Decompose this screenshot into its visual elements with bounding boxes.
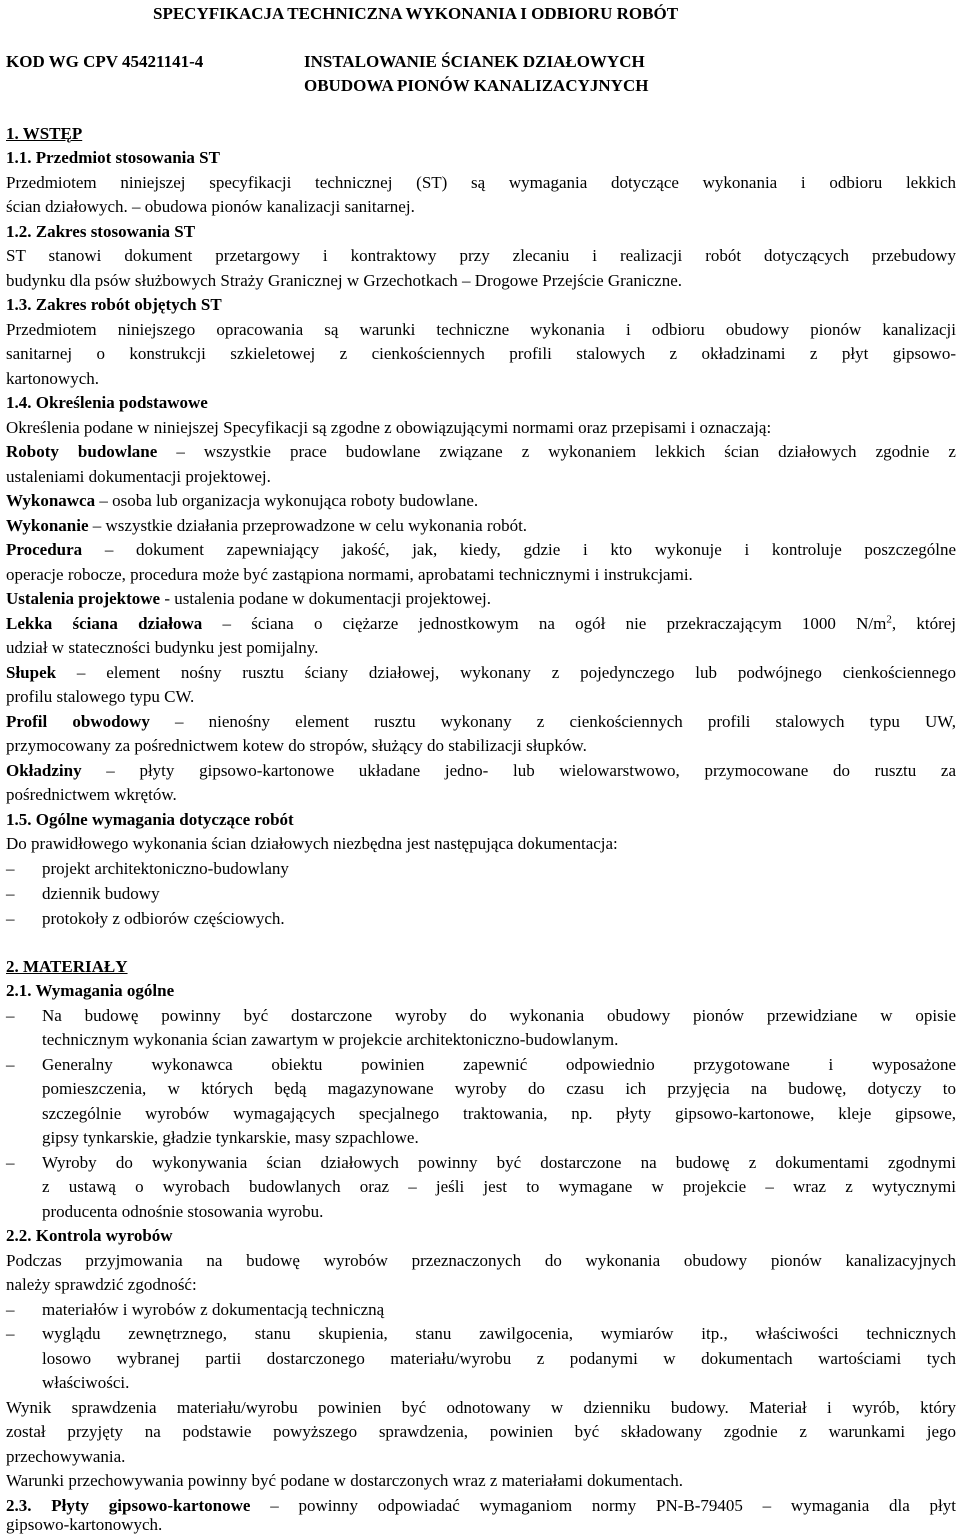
paragraph-line: operacje robocze, procedura może być zastąpiona normami, aprobatami technicznymi i instrukcjami. <box>6 565 693 584</box>
definition-text: – nienośny element rusztu wykonany z cienkościennych profili stalowych typu UW, <box>149 712 956 731</box>
list-item-text: dziennik budowy <box>42 884 160 903</box>
dash-bullet: – <box>6 884 15 903</box>
section-1-1-heading: 1.1. Przedmiot stosowania ST <box>6 148 220 167</box>
definition-lekka-sciana-dzialowa <box>6 612 956 636</box>
definition-term: Ustalenia projektowe <box>6 589 161 608</box>
list-item-text: projekt architektoniczno-budowlany <box>42 859 289 878</box>
definition-text: , której <box>891 614 956 633</box>
subject-line-2: OBUDOWA PIONÓW KANALIZACYJNYCH <box>304 76 649 95</box>
paragraph-line: sanitarnej o konstrukcji szkieletowej z cienkościennych profili stalowych z okładzinami z płyt gipsowo- <box>6 344 956 363</box>
section-2-3-heading: 2.3. Płyty gipsowo-kartonowe <box>6 1496 251 1515</box>
definition-ustalenia-projektowe <box>6 587 491 611</box>
section-1-heading: 1. WSTĘP <box>6 124 83 143</box>
paragraph-line: Określenia podane w niniejszej Specyfikacji są zgodne z obowiązującymi normami oraz przepisami i oznaczają: <box>6 418 772 437</box>
definition-term: Wykonanie <box>6 516 89 535</box>
paragraph-line: Warunki przechowywania powinny być podane w dostarczonych wraz z materiałami dokumentach. <box>6 1471 683 1490</box>
list-item-text: z ustawą o wyrobach budowlanych oraz – jeśli jest to wymagane w projekcie – wraz z wytycznymi <box>42 1177 956 1196</box>
section-2-2-heading: 2.2. Kontrola wyrobów <box>6 1226 173 1245</box>
list-item-text: szczególnie wyrobów wymagających specjalnego traktowania, np. płyty gipsowo-kartonowe, kleje gipsowe, <box>42 1104 956 1123</box>
definition-okladziny <box>6 759 956 783</box>
list-item-text: protokoły z odbiorów częściowych. <box>42 909 285 928</box>
paragraph-line: Wynik sprawdzenia materiału/wyrobu powinien być odnotowany w dzienniku budowy. Materiał i wyrób, który <box>6 1398 956 1417</box>
section-2-heading: 2. MATERIAŁY <box>6 957 128 976</box>
definition-slupek <box>6 661 956 685</box>
definition-term: Okładziny <box>6 761 82 780</box>
dash-bullet: – <box>6 1324 15 1343</box>
list-item-text: Wyroby do wykonywania ścian działowych powinny być dostarczone na budowę z dokumentami zgodnymi <box>42 1153 956 1172</box>
paragraph-line: przechowywania. <box>6 1447 126 1466</box>
definition-procedura <box>6 538 956 562</box>
definition-text: – element nośny rusztu ściany działowej, wykonany z pojedynczego lub podwójnego cienkościennego <box>56 663 956 682</box>
list-item-text: Generalny wykonawca obiektu powinien zapewnić odpowiednio przygotowane i wyposażone <box>42 1055 956 1074</box>
paragraph-line: Do prawidłowego wykonania ścian działowych niezbędna jest następująca dokumentacja: <box>6 834 618 853</box>
paragraph-line: profilu stalowego typu CW. <box>6 687 195 706</box>
section-1-4-heading: 1.4. Określenia podstawowe <box>6 393 208 412</box>
definition-wykonanie <box>6 514 527 538</box>
list-item-text: wyglądu zewnętrznego, stanu skupienia, stanu zawilgocenia, wymiarów itp., właściwości technicznych <box>42 1324 956 1343</box>
paragraph-line: pośrednictwem wkrętów. <box>6 785 177 804</box>
cpv-code: KOD WG CPV 45421141-4 <box>6 52 204 71</box>
paragraph-line: ścian działowych. – obudowa pionów kanalizacji sanitarnej. <box>6 197 415 216</box>
definition-text: – wszystkie działania przeprowadzone w celu wykonania robót. <box>88 516 528 535</box>
definition-text: – ściana o ciężarze jednostkowym na ogół nie przekraczającym 1000 N/m <box>202 614 887 633</box>
list-item-text: technicznym wykonania ścian zawartym w projekcie architektoniczno-budowlanym. <box>42 1030 619 1049</box>
superscript: 2 <box>886 613 892 626</box>
list-item-text: losowo wybranej partii dostarczonego materiału/wyrobu z podanymi w dokumentach wartościami tych <box>42 1349 956 1368</box>
definition-term: Profil obwodowy <box>6 712 150 731</box>
paragraph-line: Przedmiotem niniejszego opracowania są warunki techniczne wykonania i odbioru obudowy pionów kanalizacji <box>6 320 956 339</box>
definition-text: - ustalenia podane w dokumentacji projektowej. <box>160 589 492 608</box>
definition-term: Procedura <box>6 540 83 559</box>
list-item-text: gipsy tynkarskie, gładzie tynkarskie, masy szpachlowe. <box>42 1128 419 1147</box>
definition-text: – wszystkie prace budowlane związane z wykonaniem lekkich ścian działowych zgodnie z <box>157 442 956 461</box>
list-item <box>6 882 956 906</box>
subject-line-1: INSTALOWANIE ŚCIANEK DZIAŁOWYCH <box>304 52 645 71</box>
paragraph-line: Podczas przyjmowania na budowę wyrobów przeznaczonych do wykonania obudowy pionów kanalizacyjnych <box>6 1251 956 1270</box>
paragraph-line: Przedmiotem niniejszej specyfikacji technicznej (ST) są wymagania dotyczące wykonania i odbioru lekkich <box>6 173 956 192</box>
dash-bullet: – <box>6 1300 15 1319</box>
list-item-text: materiałów i wyrobów z dokumentacją techniczną <box>42 1300 385 1319</box>
list-item <box>6 907 956 931</box>
dash-bullet: – <box>6 1006 15 1025</box>
list-item-text: właściwości. <box>42 1373 130 1392</box>
paragraph-line: udział w stateczności budynku jest pomijalny. <box>6 638 319 657</box>
dash-bullet: – <box>6 1153 15 1172</box>
definition-term: Roboty budowlane <box>6 442 158 461</box>
section-1-2-heading: 1.2. Zakres stosowania ST <box>6 222 196 241</box>
definition-profil-obwodowy <box>6 710 956 734</box>
paragraph-line: kartonowych. <box>6 369 100 388</box>
definition-wykonawca <box>6 489 478 513</box>
paragraph-line: ustaleniami dokumentacji projektowej. <box>6 467 271 486</box>
paragraph-line: został przyjęty na podstawie powyższego sprawdzenia, powinien być składowany zgodnie z warunkami jego <box>6 1422 956 1441</box>
definition-term: Słupek <box>6 663 57 682</box>
definition-term: Lekka ściana działowa <box>6 614 203 633</box>
definition-text: – osoba lub organizacja wykonująca roboty budowlane. <box>95 491 479 510</box>
paragraph-text: – powinny odpowiadać wymaganiom normy PN-B-79405 – wymagania dla płyt <box>250 1496 956 1515</box>
dash-bullet: – <box>6 1055 15 1074</box>
section-2-1-heading: 2.1. Wymagania ogólne <box>6 981 175 1000</box>
list-item-text: pomieszczenia, w których będą magazynowane wyroby do czasu ich przyjęcia na budowę, dotyczy to <box>42 1079 956 1098</box>
list-item <box>6 857 956 881</box>
paragraph-line: przymocowany za pośrednictwem kotew do stropów, służący do stabilizacji słupków. <box>6 736 587 755</box>
paragraph-line: budynku dla psów służbowych Straży Granicznej w Grzechotkach – Drogowe Przejście Graniczne. <box>6 271 682 290</box>
section-1-3-heading: 1.3. Zakres robót objętych ST <box>6 295 222 314</box>
list-item-text: producenta odnośnie stosowania wyrobu. <box>42 1202 324 1221</box>
section-1-5-heading: 1.5. Ogólne wymagania dotyczące robót <box>6 810 294 829</box>
dash-bullet: – <box>6 859 15 878</box>
document-title: SPECYFIKACJA TECHNICZNA WYKONANIA I ODBIORU ROBÓT <box>153 4 679 23</box>
definition-roboty-budowlane <box>6 440 956 464</box>
paragraph-line: ST stanowi dokument przetargowy i kontraktowy przy zlecaniu i realizacji robót dotyczących przebudowy <box>6 246 956 265</box>
list-item-text: Na budowę powinny być dostarczone wyroby do wykonania obudowy pionów przewidziane w opisie <box>42 1006 956 1025</box>
definition-term: Wykonawca <box>6 491 96 510</box>
definition-text: – płyty gipsowo-kartonowe układane jedno- lub wielowarstwowo, przymocowane do rusztu za <box>81 761 956 780</box>
dash-bullet: – <box>6 909 15 928</box>
paragraph-line: gipsowo-kartonowych. <box>6 1515 163 1534</box>
paragraph-line: należy sprawdzić zgodność: <box>6 1275 197 1294</box>
definition-text: – dokument zapewniający jakość, jak, kiedy, gdzie i kto wykonuje i kontroluje poszczególne <box>82 540 956 559</box>
